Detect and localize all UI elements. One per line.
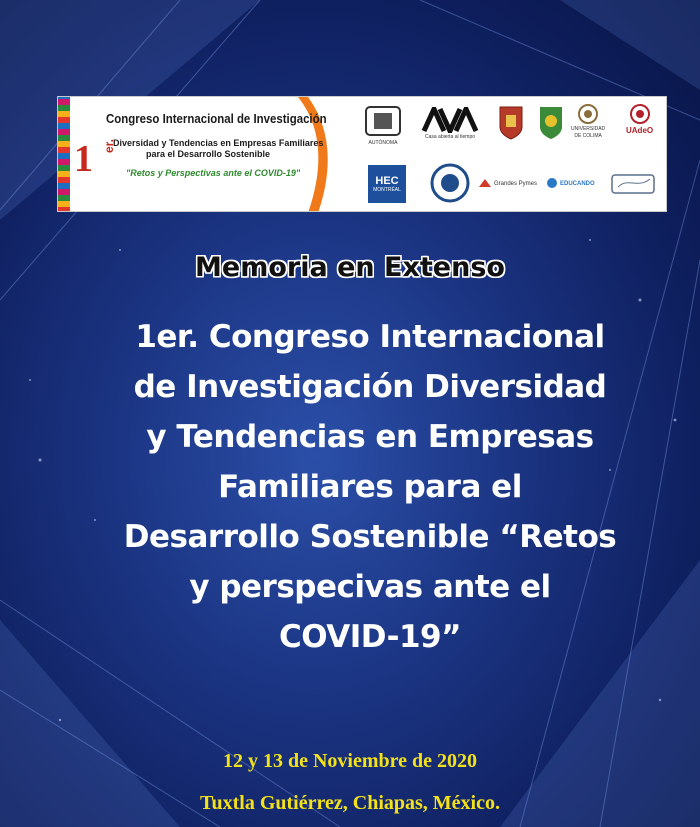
banner-subtitle-line1: Diversidad y Tendencias en Empresas Familiares bbox=[113, 138, 324, 148]
banner-subtitle-line2: para el Desarrollo Sostenible bbox=[146, 149, 271, 159]
event-dates: 12 y 13 de Noviembre de 2020 bbox=[222, 750, 478, 772]
title-line: y perspecivas ante el bbox=[189, 569, 551, 605]
congress-title bbox=[90, 312, 650, 662]
title-line: COVID-19” bbox=[279, 619, 461, 655]
seal-logo bbox=[430, 163, 470, 203]
uadeo-logo: UAdeO bbox=[626, 103, 653, 135]
title-line: Desarrollo Sostenible “Retos bbox=[123, 519, 617, 555]
event-location: Tuxtla Gutiérrez, Chiapas, México. bbox=[200, 792, 500, 814]
banner-number: 1 bbox=[74, 138, 92, 180]
title-line: 1er. Congreso Internacional bbox=[135, 319, 605, 355]
congress-banner bbox=[57, 96, 667, 212]
educando-logo: EDUCANDO bbox=[546, 177, 595, 189]
hec-logo: HEC MONTRÉAL bbox=[368, 165, 406, 203]
unach-logo: AUTÓNOMA bbox=[364, 105, 402, 146]
colima-logo: UNIVERSIDAD DE COLIMA bbox=[571, 103, 605, 139]
banner-pattern bbox=[58, 97, 70, 212]
shield-logo-2 bbox=[536, 105, 566, 141]
title-line: y Tendencias en Empresas bbox=[146, 419, 594, 455]
banner-title: Congreso Internacional de Investigación bbox=[106, 111, 327, 126]
uam-logo: Casa abierta al tiempo bbox=[420, 107, 480, 140]
shield-logo-1 bbox=[498, 105, 524, 141]
banner-number-suffix: er. bbox=[102, 139, 116, 154]
title-line: Familiares para el bbox=[218, 469, 522, 505]
banner-tagline: "Retos y Perspectivas ante el COVID-19" bbox=[126, 168, 301, 178]
small-logo bbox=[610, 171, 656, 197]
memoria-heading: Memoria en Extenso bbox=[195, 252, 505, 283]
title-line: de Investigación Diversidad bbox=[133, 369, 607, 405]
grandes-pymes-logo: Grandes Pymes bbox=[478, 177, 537, 189]
